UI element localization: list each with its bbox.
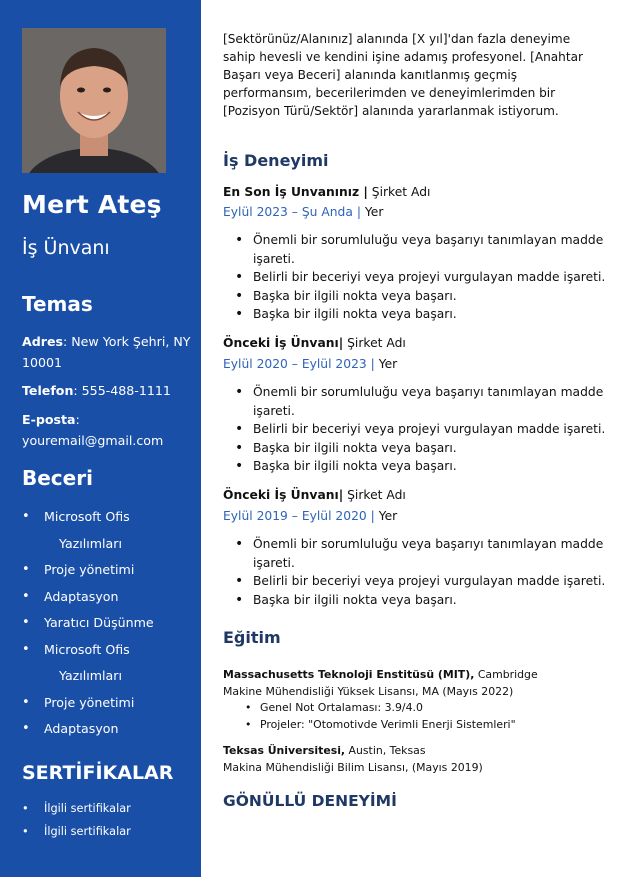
job-bullet: • Önemli bir sorumluluğu veya başarıyı tanımlayan madde işareti. (235, 383, 607, 420)
skill-label: Microsoft Ofis (44, 641, 130, 657)
job-title-line (223, 488, 406, 502)
job-dates: Eylül 2023 – Şu Anda (223, 205, 353, 219)
person-name: Mert Ateş (22, 190, 162, 219)
job-bullet: • Başka bir ilgili nokta veya başarı. (235, 591, 607, 610)
job-bullets (235, 535, 607, 609)
education-heading: Eğitim (223, 628, 281, 647)
date-separator: | (366, 357, 379, 371)
job-date-line (223, 357, 397, 371)
job-dates: Eylül 2019 – Eylül 2020 (223, 509, 367, 523)
job-title: En Son İş Unvanınız | (223, 185, 368, 199)
company-name: Şirket Adı (367, 185, 431, 199)
company-name: Şirket Adı (343, 488, 406, 502)
email-colon: : (75, 412, 80, 427)
email-label: E-posta (22, 412, 76, 427)
person-portrait-icon (22, 28, 166, 173)
job-bullet: • Belirli bir beceriyi veya projeyi vurgulayan madde işareti. (235, 268, 607, 287)
skills-list (22, 504, 197, 743)
sidebar (0, 0, 201, 877)
school-name: Teksas Üniversitesi, (223, 744, 346, 757)
skills-heading: Beceri (22, 466, 93, 490)
volunteer-heading: GÖNÜLLÜ DENEYİMİ (223, 792, 397, 810)
job-date-line (223, 509, 397, 523)
certificate-item: • İlgili sertifikalar (22, 797, 131, 820)
phone-value: : 555-488-1111 (73, 383, 171, 398)
job-title-line (223, 185, 430, 199)
phone-label: Telefon (22, 383, 74, 398)
job-bullet: • Belirli bir beceriyi veya projeyi vurgulayan madde işareti. (235, 572, 607, 591)
skill-label-cont: Yazılımları (59, 535, 122, 551)
person-job-title: İş Ünvanı (22, 237, 110, 259)
certificates-list (22, 797, 131, 843)
skill-label: Proje yönetimi (44, 562, 135, 577)
certificate-item: • İlgili sertifikalar (22, 820, 131, 843)
school-detail: • Projeler: "Otomotivde Verimli Enerji Sistemleri" (245, 717, 516, 734)
job-bullet: • Önemli bir sorumluluğu veya başarıyı tanımlayan madde işareti. (235, 231, 607, 268)
job-title: Önceki İş Ünvanı| (223, 488, 344, 502)
address-value: : New York Şehri, NY 10001 (22, 334, 191, 370)
skill-item (22, 504, 197, 557)
skill-item (22, 637, 197, 690)
profile-summary: [Sektörünüz/Alanınız] alanında [X yıl]'dan fazla deneyime sahip hevesli ve kendini işine adamış profesyonel. [Anahtar Başarı veya Beceri] alanında kanıtlanmış geçmiş performansım, becerilerimden ve deneyimlerimden bir [Pozisyon Türü/Sektör] alanında yararlanmak istiyorum. (223, 32, 583, 118)
contact-phone (22, 380, 192, 401)
job-bullet: • Başka bir ilgili nokta veya başarı. (235, 439, 607, 458)
date-separator: | (366, 509, 379, 523)
skill-item (22, 584, 197, 611)
skill-item (22, 690, 197, 717)
contact-email (22, 409, 192, 451)
contact-heading: Temas (22, 292, 93, 316)
date-separator: | (352, 205, 365, 219)
school-city: Cambridge (474, 668, 538, 681)
skill-label: Adaptasyon (44, 721, 119, 736)
skill-label: Yaratıcı Düşünme (44, 615, 154, 630)
profile-photo (22, 28, 166, 173)
job-bullet: • Başka bir ilgili nokta veya başarı. (235, 457, 607, 476)
address-label: Adres (22, 334, 64, 349)
school-degree: Makine Mühendisliği Yüksek Lisansı, MA (Mayıs 2022) (223, 685, 514, 698)
skill-label: Microsoft Ofis (44, 509, 130, 524)
job-bullet: • Önemli bir sorumluluğu veya başarıyı tanımlayan madde işareti. (235, 535, 607, 572)
school-degree: Makina Mühendisliği Bilim Lisansı, (Mayıs 2019) (223, 761, 483, 774)
job-bullet: • Belirli bir beceriyi veya projeyi vurgulayan madde işareti. (235, 420, 607, 439)
school-city: Austin, Teksas (345, 744, 426, 757)
job-location: Yer (378, 357, 398, 371)
company-name: Şirket Adı (343, 336, 406, 350)
school-name: Massachusetts Teknoloji Enstitüsü (MIT), (223, 668, 475, 681)
certificates-heading: SERTİFİKALAR (22, 762, 174, 784)
job-bullets (235, 383, 607, 476)
job-location: Yer (364, 205, 384, 219)
school-detail: • Genel Not Ortalaması: 3.9/4.0 (245, 700, 516, 717)
job-title: Önceki İş Ünvanı| (223, 336, 344, 350)
skill-label: Adaptasyon (44, 588, 119, 604)
contact-address (22, 331, 192, 373)
skill-label: Proje yönetimi (44, 694, 135, 710)
school-details (245, 700, 516, 733)
skill-item (22, 557, 197, 584)
skill-item (22, 716, 197, 743)
school-line (223, 743, 426, 759)
job-location: Yer (378, 509, 398, 523)
job-title-line (223, 336, 406, 350)
job-date-line (223, 205, 383, 219)
email-value[interactable]: youremail@gmail.com (22, 433, 164, 448)
school-line (223, 667, 538, 683)
job-dates: Eylül 2020 – Eylül 2023 (223, 357, 367, 371)
skill-item (22, 610, 197, 637)
job-bullets (235, 231, 607, 324)
skill-label-cont: Yazılımları (59, 668, 122, 683)
job-bullet: • Başka bir ilgili nokta veya başarı. (235, 287, 607, 306)
job-bullet: • Başka bir ilgili nokta veya başarı. (235, 305, 607, 324)
experience-heading: İş Deneyimi (223, 151, 329, 170)
